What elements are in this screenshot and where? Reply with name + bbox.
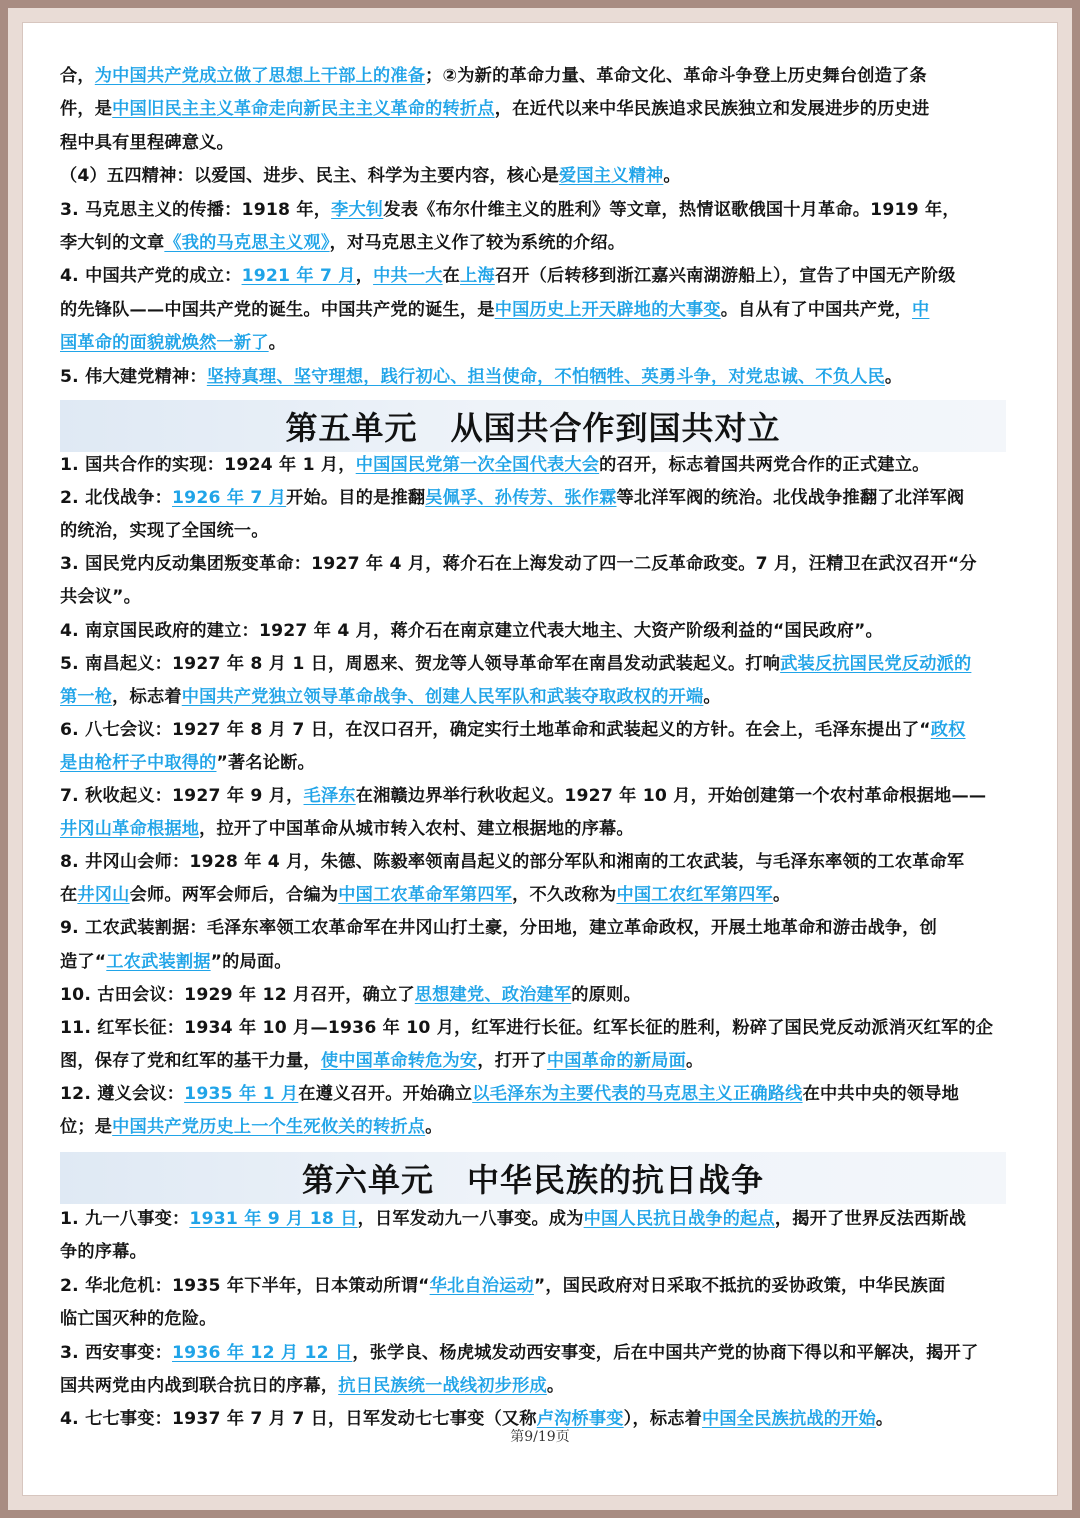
highlighted-key-phrase: 爱国主义精神 — [559, 166, 664, 187]
highlighted-key-phrase: 中共一大 — [373, 266, 443, 287]
text-segment: 3. 马克思主义的传播：1918 年， — [60, 199, 332, 220]
text-segment: 在中共中央的领导地 — [802, 1083, 960, 1104]
text-line — [60, 651, 1010, 677]
text-segment: 在湘赣边界举行秋收起义。1927 年 10 月，开始创建第一个农村革命根据地—— — [355, 786, 987, 806]
text-line — [60, 750, 1010, 776]
text-segment: 8. 井冈山会师：1928 年 4 月，朱德、陈毅率领南昌起义的部分军队和湘南的工农武装，与毛泽东率领的工农革命军 — [60, 852, 965, 873]
highlighted-key-phrase: 使中国革命转危为安 — [320, 1050, 478, 1071]
text-segment: ，在近代以来中华民族追求民族独立和发展进步的历史进 — [494, 99, 930, 120]
text-segment: 会师。两军会师后，合编为 — [129, 885, 339, 906]
text-segment: ”的局面。 — [210, 951, 292, 972]
text-segment: 召开（后转移到浙江嘉兴南湖游船上），宣告了中国无产阶级 — [494, 266, 956, 287]
text-segment: 造了“ — [60, 951, 107, 972]
highlighted-key-phrase: 毛泽东 — [303, 786, 356, 806]
text-segment: 。自从有了中国共产党， — [720, 299, 913, 320]
text-segment: 位；是 — [60, 1117, 113, 1137]
highlighted-key-phrase: 中国全民族抗战的开始 — [702, 1409, 876, 1430]
text-line — [60, 551, 1010, 577]
text-line — [60, 197, 1010, 223]
text-segment: ”著名论断。 — [216, 752, 315, 773]
text-line — [60, 230, 1010, 256]
text-line — [60, 1239, 1010, 1265]
highlighted-key-phrase: 为中国共产党成立做了思想上干部上的准备 — [94, 66, 426, 86]
text-segment: ，标志着 — [112, 686, 182, 707]
text-segment: 。 — [425, 1117, 443, 1137]
text-segment: 临亡国灭种的危险。 — [60, 1309, 217, 1330]
text-line — [60, 684, 1010, 710]
text-line — [60, 1273, 1010, 1299]
text-line — [60, 982, 1010, 1008]
text-line — [60, 882, 1010, 908]
text-segment: 10. 古田会议：1929 年 12 月召开，确立了 — [60, 984, 415, 1005]
text-line — [60, 485, 1010, 511]
highlighted-key-phrase: 中国历史上开天辟地的大事变 — [494, 299, 721, 320]
text-line — [60, 849, 1010, 875]
text-segment: 。 — [663, 166, 681, 187]
text-line — [60, 717, 1010, 743]
highlighted-key-phrase: 1921 年 7 月 — [241, 266, 356, 287]
text-segment: 。 — [875, 1409, 894, 1430]
unit6-heading — [60, 1152, 1006, 1204]
highlighted-key-phrase: 以毛泽东为主要代表的马克思主义正确路线 — [472, 1083, 803, 1104]
highlighted-key-phrase: 中国国民党第一次全国代表大会 — [355, 455, 600, 475]
text-segment: ；②为新的革命力量、革命文化、革命斗争登上历史舞台创造了条 — [425, 66, 927, 86]
text-segment: ， — [355, 266, 374, 287]
highlighted-key-phrase: 中国工农红军第四军 — [616, 885, 773, 906]
text-segment: 。 — [703, 686, 721, 707]
text-segment: 程中具有里程碑意义。 — [60, 132, 234, 153]
text-segment: 4. 七七事变：1937 年 7 月 7 日，日军发动七七事变（又称 — [60, 1409, 537, 1430]
text-segment: 。 — [884, 366, 903, 387]
highlighted-key-phrase: 第一枪 — [60, 686, 113, 707]
text-segment: ”，国民政府对日采取不抵抗的妥协政策，中华民族面 — [533, 1275, 946, 1296]
text-line — [60, 518, 1010, 544]
text-segment: 合， — [60, 66, 95, 86]
highlighted-key-phrase: 卢沟桥事变 — [536, 1409, 624, 1430]
text-line — [60, 783, 1010, 809]
text-segment: ），标志着 — [623, 1409, 702, 1430]
text-segment: 1. 国共合作的实现：1924 年 1 月， — [60, 455, 356, 475]
text-line — [60, 96, 1010, 122]
text-segment: 在 — [60, 885, 78, 906]
highlighted-key-phrase: 国革命的面貌就焕然一新了 — [60, 333, 269, 354]
highlighted-key-phrase: 1931 年 9 月 18 日 — [189, 1209, 358, 1229]
highlighted-key-phrase: 武装反抗国民党反动派的 — [780, 653, 972, 674]
text-line — [60, 1340, 1010, 1366]
highlighted-key-phrase: 中国旧民主主义革命走向新民主主义革命的转折点 — [112, 99, 495, 120]
highlighted-key-phrase: 李大钊 — [331, 199, 384, 220]
highlighted-key-phrase: 工农武装割据 — [106, 951, 211, 972]
highlighted-key-phrase: 1935 年 1 月 — [184, 1083, 299, 1104]
text-line — [60, 1015, 1010, 1041]
text-line — [60, 1048, 1010, 1074]
highlighted-key-phrase: 井冈山革命根据地 — [60, 819, 200, 840]
page-number: 第9/19页 — [510, 1429, 570, 1445]
text-segment: 的原则。 — [571, 984, 641, 1005]
highlighted-key-phrase: 思想建党、政治建军 — [414, 984, 572, 1005]
highlighted-key-phrase: 中国人民抗日战争的起点 — [583, 1209, 775, 1229]
text-line — [60, 1114, 1010, 1140]
unit5-title: 第五单元 从国共合作到国共对立 — [285, 409, 781, 447]
highlighted-key-phrase: 井冈山 — [77, 885, 130, 906]
highlighted-key-phrase: 政权 — [930, 719, 966, 740]
text-line — [60, 618, 1010, 644]
text-line — [60, 330, 1010, 356]
text-segment: 共会议”。 — [60, 587, 142, 608]
text-segment: 争的序幕。 — [60, 1242, 147, 1263]
text-segment: ，揭开了世界反法西斯战 — [774, 1209, 967, 1229]
text-line — [60, 163, 1010, 189]
text-segment: 4. 南京国民政府的建立：1927 年 4 月，蒋介石在南京建立代表大地主、大资产阶级利益的“国民政府”。 — [60, 620, 883, 641]
highlighted-key-phrase: 中 — [912, 299, 930, 320]
text-line — [60, 263, 1010, 289]
text-segment: 5. 南昌起义：1927 年 8 月 1 日，周恩来、贺龙等人领导革命军在南昌发动武装起义。打响 — [60, 653, 781, 674]
text-segment: 的先锋队——中国共产党的诞生。中国共产党的诞生，是 — [60, 299, 495, 320]
highlighted-key-phrase: 中国共产党独立领导革命战争、创建人民军队和武装夺取政权的开端 — [181, 686, 704, 707]
highlighted-key-phrase: 《我的马克思主义观》 — [164, 233, 330, 253]
text-line — [60, 1206, 1010, 1232]
text-segment: 李大钊的文章 — [60, 233, 165, 253]
text-segment: 在 — [442, 266, 461, 287]
text-segment: 等北洋军阀的统治。北伐战争推翻了北洋军阀 — [616, 488, 965, 509]
text-segment: 11. 红军长征：1934 年 10 月—1936 年 10 月，红军进行长征。红军长征的胜利，粉碎了国民党反动派消灭红军的企 — [60, 1017, 994, 1038]
text-segment: ，打开了 — [477, 1050, 547, 1071]
text-line — [60, 452, 1010, 478]
text-segment: ，拉开了中国革命从城市转入农村、建立根据地的序幕。 — [199, 819, 634, 840]
text-segment: 3. 西安事变： — [60, 1342, 173, 1363]
highlighted-key-phrase: 中国革命的新局面 — [546, 1050, 686, 1071]
highlighted-key-phrase: 抗日民族统一战线初步形成 — [338, 1376, 547, 1396]
text-segment: 开始。目的是推翻 — [286, 488, 426, 509]
text-segment: ，日军发动九一八事变。成为 — [357, 1209, 584, 1229]
text-segment: 5. 伟大建党精神： — [60, 366, 207, 387]
text-segment: ，对马克思主义作了较为系统的介绍。 — [329, 233, 626, 253]
text-segment: 件，是 — [60, 99, 113, 120]
unit6-title: 第六单元 中华民族的抗日战争 — [301, 1161, 764, 1199]
text-segment: 。 — [546, 1376, 565, 1396]
text-line — [60, 63, 1010, 89]
highlighted-key-phrase: 坚持真理、坚守理想，践行初心、担当使命，不怕牺牲、英勇斗争，对党忠诚、不负人民 — [206, 366, 885, 387]
text-line — [60, 297, 1010, 323]
text-segment: 。 — [772, 885, 791, 906]
text-line — [60, 1081, 1010, 1107]
highlighted-key-phrase: 中国共产党历史上一个生死攸关的转折点 — [112, 1117, 426, 1137]
highlighted-key-phrase: 华北自治运动 — [429, 1275, 534, 1296]
text-segment: 的召开，标志着国共两党合作的正式建立。 — [599, 455, 930, 475]
text-segment: （4）五四精神：以爱国、进步、民主、科学为主要内容，核心是 — [60, 166, 560, 187]
highlighted-key-phrase: 1936 年 12 月 12 日 — [172, 1342, 353, 1363]
text-segment: 12. 遵义会议： — [60, 1083, 185, 1104]
text-line — [60, 915, 1010, 941]
text-segment: 3. 国民党内反动集团叛变革命：1927 年 4 月，蒋介石在上海发动了四一二反革命政变。7 月，汪精卫在武汉召开“分 — [60, 554, 977, 575]
text-segment: 。 — [686, 1050, 704, 1071]
text-line — [60, 1373, 1010, 1399]
text-segment: ，不久改称为 — [512, 885, 617, 906]
text-segment: 9. 工农武装割据：毛泽东率领工农革命军在井冈山打土豪，分田地，建立革命政权，开展土地革命和游击战争，创 — [60, 918, 938, 939]
text-segment: 图，保存了党和红军的基干力量， — [60, 1050, 321, 1071]
highlighted-key-phrase: 是由枪杆子中取得的 — [60, 752, 217, 773]
text-line — [60, 584, 1010, 610]
text-segment: 在遵义召开。开始确立 — [298, 1083, 473, 1104]
text-segment: 4. 中国共产党的成立： — [60, 266, 242, 287]
text-segment: 国共两党由内战到联合抗日的序幕， — [60, 1376, 339, 1396]
text-segment: ，张学良、杨虎城发动西安事变，后在中国共产党的协商下得以和平解决，揭开了 — [352, 1342, 979, 1363]
text-line — [60, 130, 1010, 156]
text-line — [60, 1306, 1010, 1332]
text-segment: 1. 九一八事变： — [60, 1209, 190, 1229]
highlighted-key-phrase: 上海 — [460, 266, 495, 287]
text-segment: 。 — [268, 333, 287, 354]
text-segment: 6. 八七会议：1927 年 8 月 7 日，在汉口召开，确定实行土地革命和武装起义的方针。在会上，毛泽东提出了“ — [60, 719, 931, 740]
text-segment: 2. 北伐战争： — [60, 488, 173, 509]
highlighted-key-phrase: 吴佩孚、孙传芳、张作霖 — [425, 488, 617, 509]
text-line — [60, 364, 1010, 390]
highlighted-key-phrase: 1926 年 7 月 — [172, 488, 287, 509]
unit5-heading — [60, 400, 1006, 452]
highlighted-key-phrase: 中国工农革命军第四军 — [338, 885, 513, 906]
text-line — [60, 816, 1010, 842]
text-segment: 7. 秋收起义：1927 年 9 月， — [60, 786, 304, 806]
text-segment: 2. 华北危机：1935 年下半年，日本策动所谓“ — [60, 1275, 430, 1296]
text-segment: 发表《布尔什维主义的胜利》等文章，热情讴歌俄国十月革命。1919 年， — [383, 199, 960, 220]
text-line — [60, 949, 1010, 975]
text-segment: 的统治，实现了全国统一。 — [60, 521, 269, 542]
